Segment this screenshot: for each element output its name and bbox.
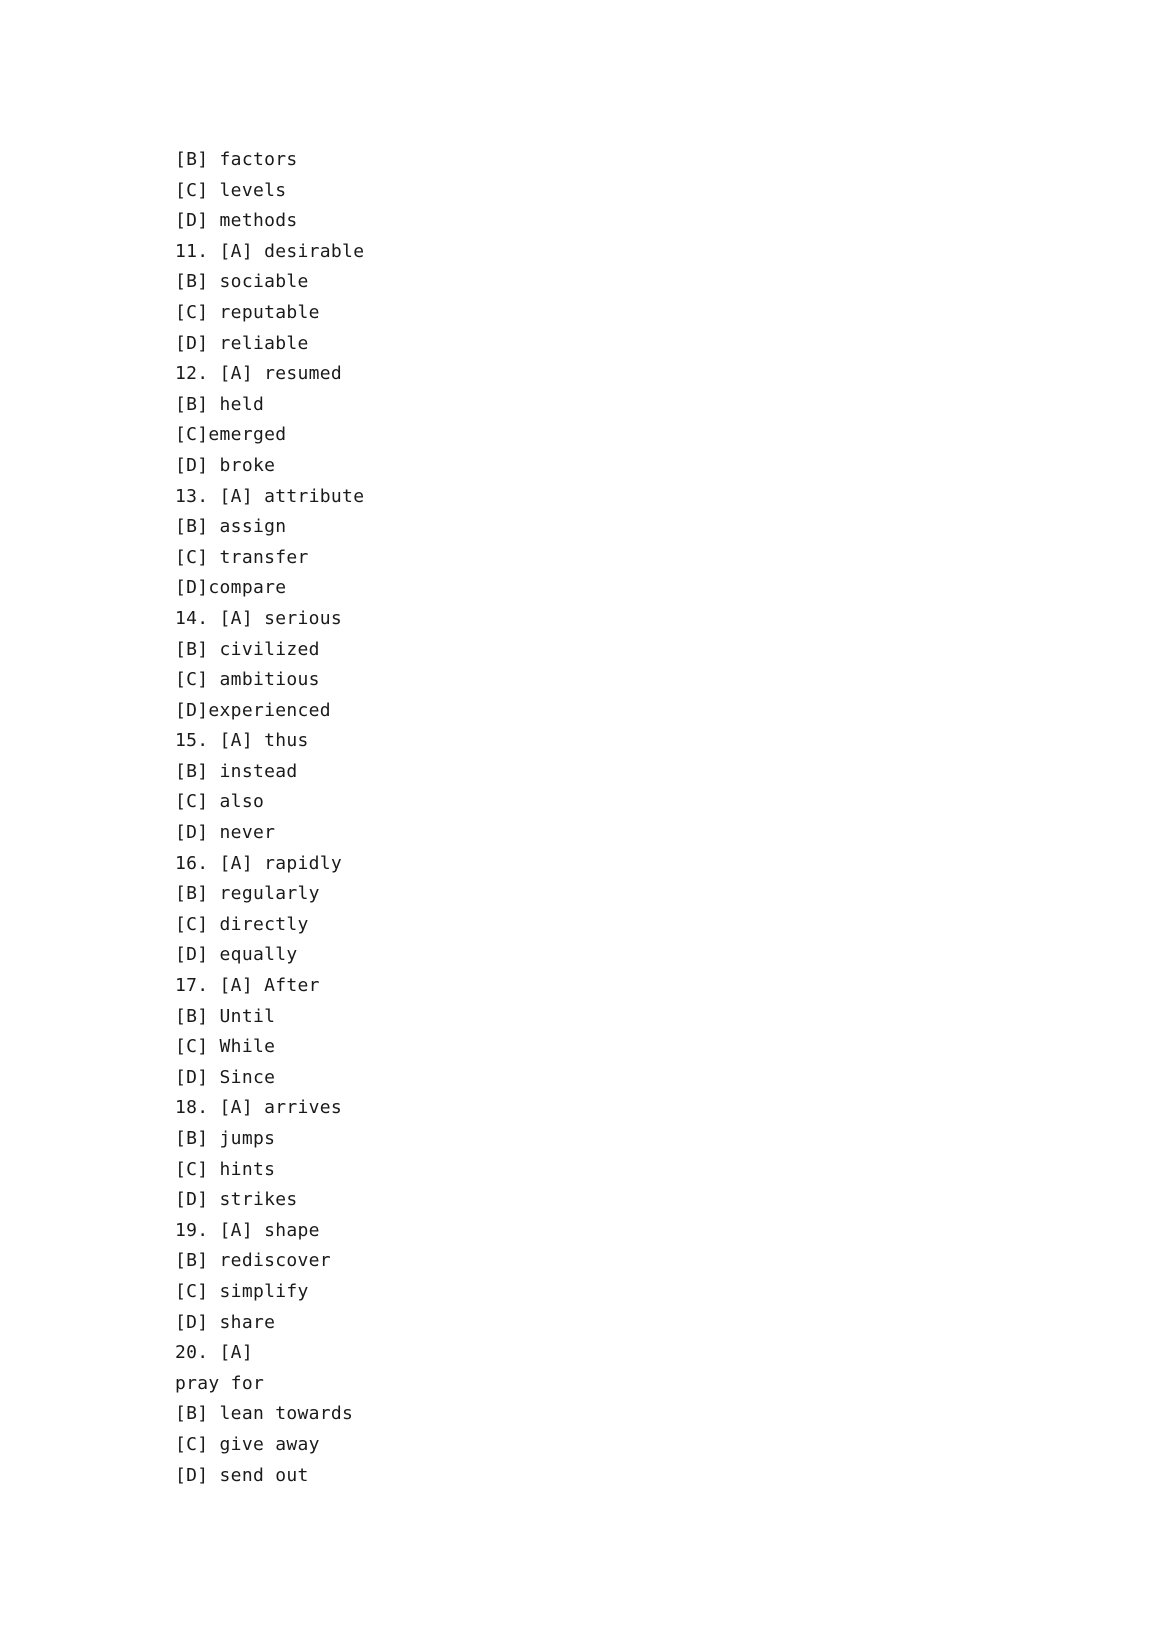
- option-line: [D] never: [175, 822, 276, 844]
- option-line: [D]experienced: [175, 699, 331, 721]
- question-line: 16. [A] rapidly: [175, 852, 343, 874]
- option-line: pray for: [175, 1372, 265, 1394]
- option-line: [D] share: [175, 1311, 276, 1333]
- option-line: [D] send out: [175, 1464, 309, 1486]
- option-line: [B] lean towards: [175, 1403, 354, 1425]
- option-line: [C] ambitious: [175, 669, 320, 691]
- option-line: [C] also: [175, 791, 265, 813]
- option-line: [B] Until: [175, 1005, 276, 1027]
- option-line: [C] levels: [175, 179, 287, 201]
- option-line: [B] regularly: [175, 883, 320, 905]
- option-line: [D] methods: [175, 210, 298, 232]
- option-line: [B] factors: [175, 149, 298, 170]
- option-line: [C]emerged: [175, 424, 287, 446]
- question-line: 20. [A]: [175, 1342, 253, 1364]
- option-line: [D] broke: [175, 454, 276, 476]
- option-line: [C] give away: [175, 1433, 320, 1455]
- option-line: [D] equally: [175, 944, 298, 966]
- option-line: [C] reputable: [175, 301, 320, 323]
- option-line: [B] rediscover: [175, 1250, 331, 1272]
- answer-options-list: [175, 145, 364, 1491]
- option-line: [B] assign: [175, 516, 287, 538]
- option-line: [D] strikes: [175, 1189, 298, 1211]
- option-line: [D]compare: [175, 577, 287, 599]
- option-line: [C] directly: [175, 913, 309, 935]
- question-line: 14. [A] serious: [175, 607, 343, 629]
- question-line: 15. [A] thus: [175, 730, 309, 752]
- option-line: [C] transfer: [175, 546, 309, 568]
- option-line: [D] reliable: [175, 332, 309, 354]
- option-line: [B] jumps: [175, 1128, 276, 1149]
- option-line: [B] instead: [175, 760, 298, 782]
- option-line: [D] Since: [175, 1066, 276, 1088]
- option-line: [B] civilized: [175, 638, 320, 660]
- option-line: [C] While: [175, 1036, 276, 1058]
- option-line: [B] sociable: [175, 271, 309, 293]
- question-line: 11. [A] desirable: [175, 240, 365, 262]
- question-line: 17. [A] After: [175, 975, 320, 997]
- question-line: 18. [A] arrives: [175, 1097, 343, 1119]
- question-line: 12. [A] resumed: [175, 363, 343, 385]
- option-line: [C] hints: [175, 1158, 276, 1180]
- question-line: 13. [A] attribute: [175, 485, 365, 507]
- option-line: [C] simplify: [175, 1280, 309, 1302]
- question-line: 19. [A] shape: [175, 1219, 320, 1241]
- option-line: [B] held: [175, 393, 265, 415]
